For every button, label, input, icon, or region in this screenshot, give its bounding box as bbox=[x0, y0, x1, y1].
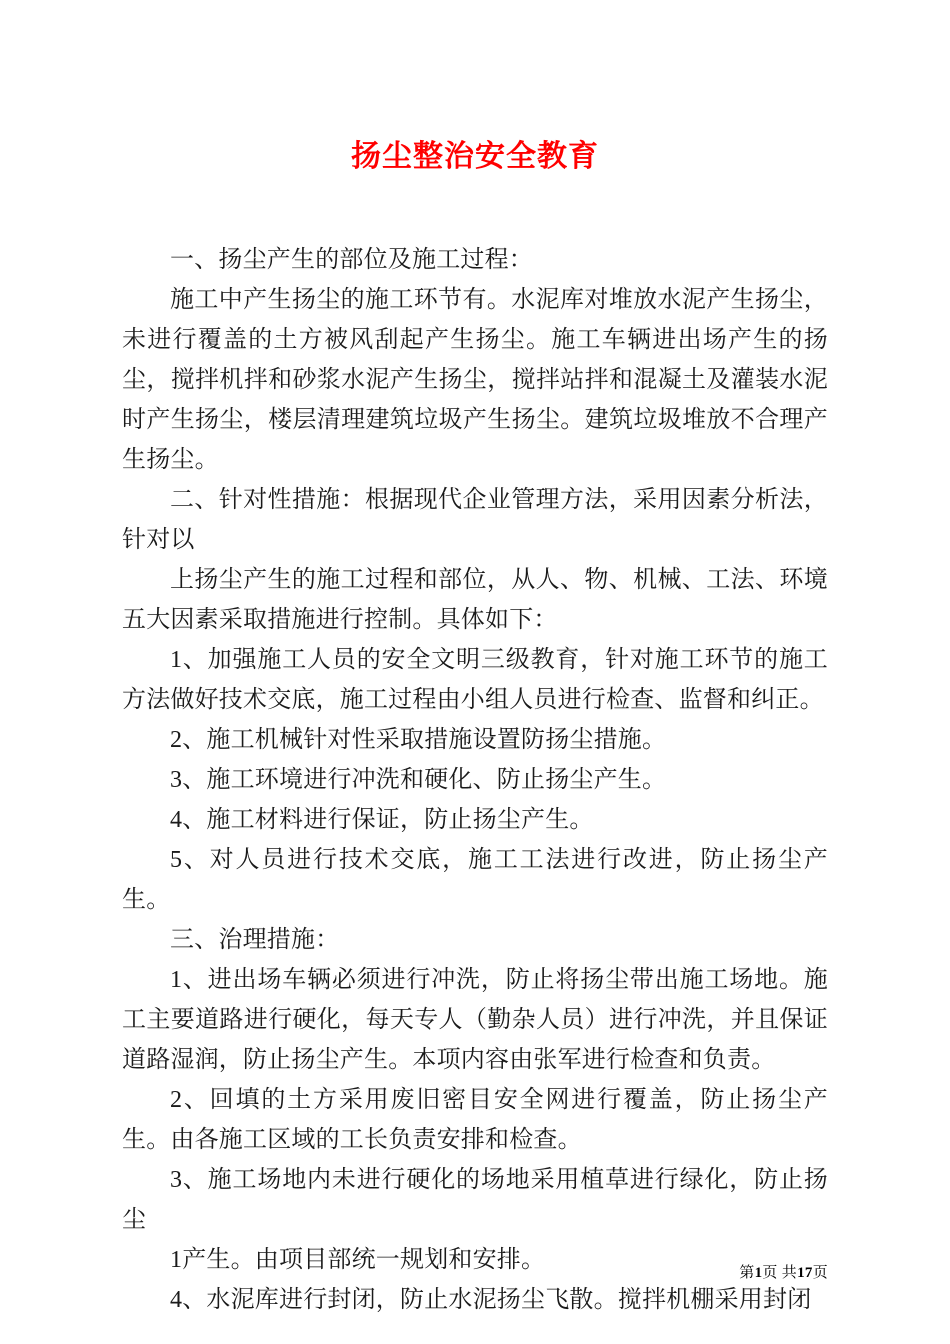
footer-middle: 页 共 bbox=[762, 1265, 798, 1281]
footer-prefix: 第 bbox=[739, 1265, 755, 1281]
page-footer bbox=[739, 1261, 828, 1282]
paragraph: 三、治理措施： bbox=[170, 927, 340, 953]
footer-suffix: 页 bbox=[812, 1265, 828, 1281]
paragraph: 1、加强施工人员的安全文明三级教育，针对施工环节的施工方法做好技术交底，施工过程由小组人员进行检查、监督和纠正。 bbox=[122, 647, 828, 713]
paragraph: 4、水泥库进行封闭，防止水泥扬尘飞散。搅拌机棚采用封闭 bbox=[170, 1287, 812, 1313]
paragraph: 二、针对性措施：根据现代企业管理方法，采用因素分析法，针对以 bbox=[122, 487, 828, 553]
footer-total-pages: 17 bbox=[797, 1265, 813, 1281]
paragraph: 施工中产生扬尘的施工环节有。水泥库对堆放水泥产生扬尘，未进行覆盖的土方被风刮起产生扬尘。施工车辆进出场产生的扬尘，搅拌机拌和砂浆水泥产生扬尘，搅拌站拌和混凝土及灌装水泥时产生扬尘，楼层清理建筑垃圾产生扬尘。建筑垃圾堆放不合理产生扬尘。 bbox=[122, 287, 828, 473]
paragraph: 3、施工环境进行冲洗和硬化、防止扬尘产生。 bbox=[170, 767, 667, 793]
paragraph: 2、回填的土方采用废旧密目安全网进行覆盖，防止扬尘产生。由各施工区域的工长负责安排和检查。 bbox=[122, 1087, 828, 1153]
paragraph: 上扬尘产生的施工过程和部位，从人、物、机械、工法、环境五大因素采取措施进行控制。具体如下： bbox=[122, 567, 828, 633]
document-body bbox=[122, 240, 828, 1320]
paragraph: 3、施工场地内未进行硬化的场地采用植草进行绿化，防止扬尘 bbox=[122, 1167, 828, 1233]
paragraph: 2、施工机械针对性采取措施设置防扬尘措施。 bbox=[170, 727, 667, 753]
paragraph: 一、扬尘产生的部位及施工过程： bbox=[170, 247, 533, 273]
page-title: 扬尘整治安全教育 bbox=[351, 140, 599, 173]
footer-page-number: 1 bbox=[754, 1265, 763, 1281]
paragraph: 1、进出场车辆必须进行冲洗，防止将扬尘带出施工场地。施工主要道路进行硬化，每天专人（勤杂人员）进行冲洗，并且保证道路湿润，防止扬尘产生。本项内容由张军进行检查和负责。 bbox=[122, 967, 828, 1073]
paragraph: 1产生。由项目部统一规划和安排。 bbox=[170, 1247, 546, 1273]
paragraph: 4、施工材料进行保证，防止扬尘产生。 bbox=[170, 807, 594, 833]
paragraph: 5、对人员进行技术交底，施工工法进行改进，防止扬尘产生。 bbox=[122, 847, 828, 913]
